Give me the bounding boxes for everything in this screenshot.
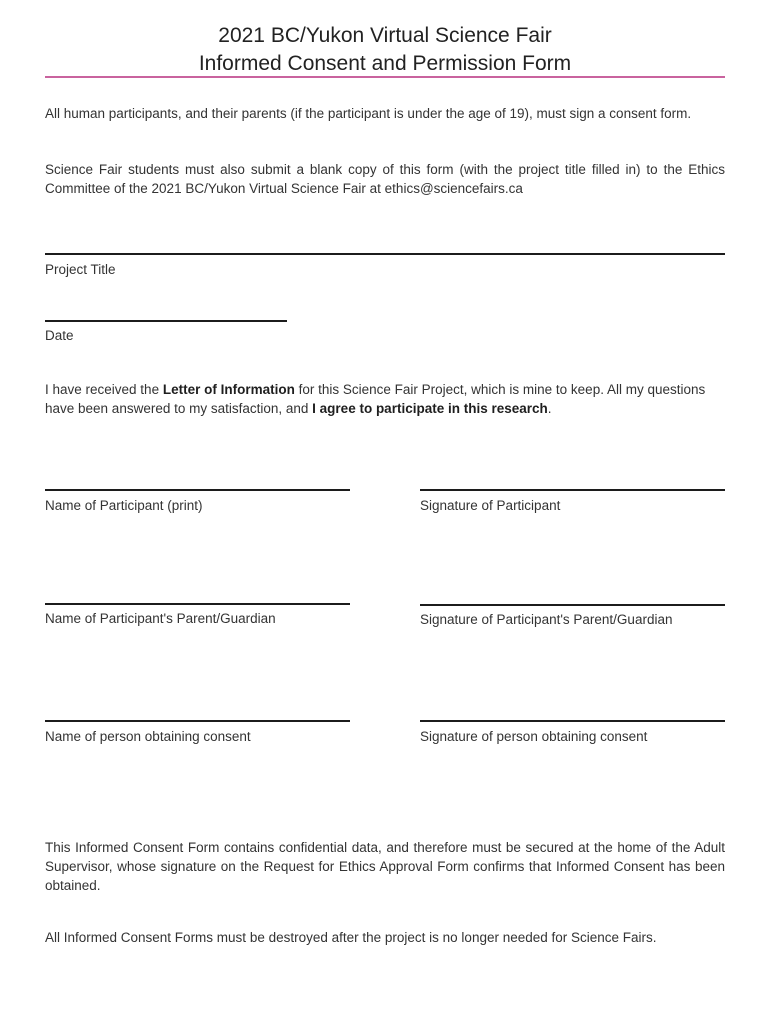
project-title-label: Project Title [45,262,116,277]
participant-name-label: Name of Participant (print) [45,498,203,513]
title-underline [45,76,725,78]
guardian-name-label: Name of Participant's Parent/Guardian [45,611,276,626]
guardian-name-line[interactable] [45,603,350,605]
destroy-forms-paragraph: All Informed Consent Forms must be destroyed after the project is no longer needed for Science Fairs. [45,930,657,945]
obtainer-signature-label: Signature of person obtaining consent [420,729,648,744]
agree-to-participate-text: I agree to participate in this research [312,401,548,416]
agreement-text-1: I have received the [45,382,163,397]
intro-paragraph-1: All human participants, and their parents (if the participant is under the age of 19), must sign a consent form. [45,106,692,121]
date-label: Date [45,328,74,343]
agreement-paragraph [45,380,725,418]
participant-signature-label: Signature of Participant [420,498,561,513]
letter-of-information-text: Letter of Information [162,382,295,397]
obtainer-name-label: Name of person obtaining consent [45,729,251,744]
form-title-line-1: 2021 BC/Yukon Virtual Science Fair [218,24,552,47]
project-title-line[interactable] [45,253,725,255]
participant-signature-line[interactable] [420,489,725,491]
date-line[interactable] [45,320,287,322]
obtainer-name-line[interactable] [45,720,350,722]
form-title-line-2: Informed Consent and Permission Form [198,52,572,75]
guardian-signature-label: Signature of Participant's Parent/Guardian [420,612,673,627]
confidentiality-paragraph: This Informed Consent Form contains confidential data, and therefore must be secured at the home of the Adult Supervisor, whose signature on the Request for Ethics Approval Form confirms that Informed Consent has been obtained. [45,840,725,893]
intro-paragraph-2: Science Fair students must also submit a blank copy of this form (with the project title filled in) to the Ethics Committee of the 2021 BC/Yukon Virtual Science Fair at ethics@sciencefairs.ca [45,162,725,196]
agreement-text-3: . [547,401,552,416]
obtainer-signature-line[interactable] [420,720,725,722]
agreement-text-2: for this Science Fair Project, which is mine to keep. All my questions have been answered to my satisfaction, and [45,382,706,416]
guardian-signature-line[interactable] [420,604,725,606]
participant-name-line[interactable] [45,489,350,491]
